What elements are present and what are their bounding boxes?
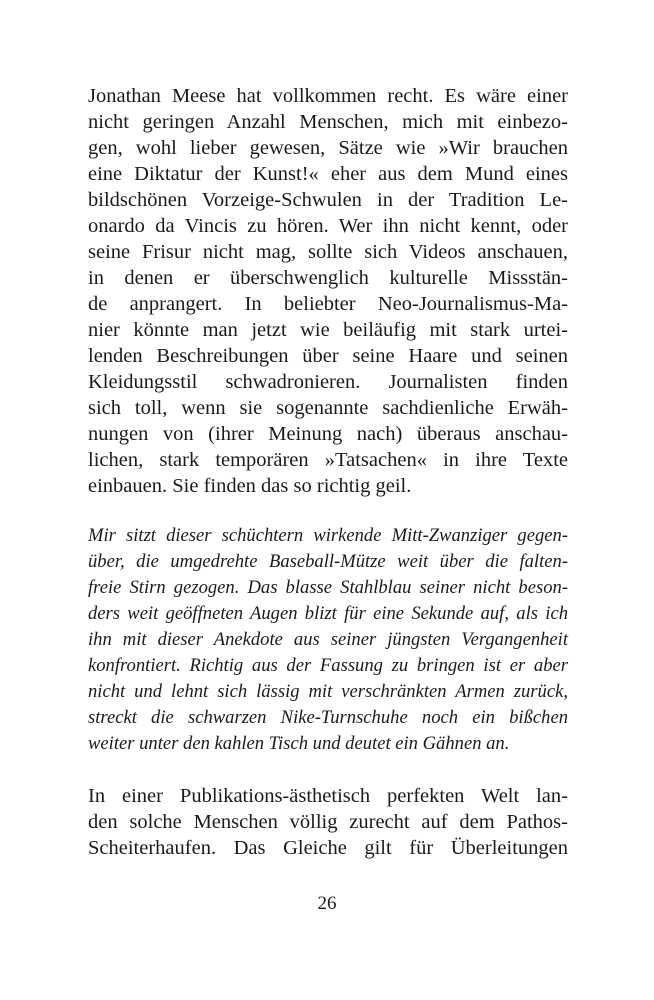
text-line: In einer Publikations-ästhetisch perfekten Welt lan- <box>88 785 568 807</box>
text-line: konfrontiert. Richtig aus der Fassung zu bringen ist er aber <box>88 655 568 676</box>
text-line: nier könnte man jetzt wie beiläufig mit stark urtei- <box>88 319 568 341</box>
text-line: Scheiterhaufen. Das Gleiche gilt für Überleitungen <box>88 837 568 859</box>
text-line: weiter unter den kahlen Tisch und deutet ein Gähnen an. <box>88 733 510 754</box>
text-line: den solche Menschen völlig zurecht auf dem Pathos- <box>88 811 568 833</box>
text-line: Kleidungsstil schwadronieren. Journalisten finden <box>88 371 568 393</box>
text-line: eine Diktatur der Kunst!« eher aus dem Mund eines <box>88 163 568 185</box>
text-line: einbauen. Sie finden das so richtig geil. <box>88 475 412 497</box>
text-line: gen, wohl lieber gewesen, Sätze wie »Wir brauchen <box>88 137 568 159</box>
paragraph-1 <box>88 83 568 499</box>
text-line: Jonathan Meese hat vollkommen recht. Es wäre einer <box>88 85 568 107</box>
page-number: 26 <box>317 893 337 914</box>
text-line: ders weit geöffneten Augen blizt für eine Sekunde auf, als ich <box>88 603 568 624</box>
text-line: nicht geringen Anzahl Menschen, mich mit einbezo- <box>88 111 568 133</box>
text-line: nungen von (ihrer Meinung nach) überaus anschau- <box>88 423 568 445</box>
text-line: nicht und lehnt sich lässig mit verschränkten Armen zurück, <box>88 681 568 702</box>
text-line: Mir sitzt dieser schüchtern wirkende Mitt-Zwanziger gegen- <box>88 525 568 546</box>
text-line: in denen er überschwenglich kulturelle Missstän- <box>88 267 568 289</box>
text-line: seine Frisur nicht mag, sollte sich Videos anschauen, <box>88 241 568 263</box>
text-line: ihn mit dieser Anekdote aus seiner jüngsten Vergangenheit <box>88 629 568 650</box>
paragraph-3 <box>88 783 568 861</box>
text-line: lichen, stark temporären »Tatsachen« in ihre Texte <box>88 449 568 471</box>
text-line: bildschönen Vorzeige-Schwulen in der Tradition Le- <box>88 189 568 211</box>
text-line: streckt die schwarzen Nike-Turnschuhe noch ein bißchen <box>88 707 568 728</box>
text-line: onardo da Vincis zu hören. Wer ihn nicht kennt, oder <box>88 215 568 237</box>
text-line: sich toll, wenn sie sogenannte sachdienliche Erwäh- <box>88 397 568 419</box>
text-line: freie Stirn gezogen. Das blasse Stahlblau seiner nicht beson- <box>88 577 568 598</box>
text-line: über, die umgedrehte Baseball-Mütze weit über die falten- <box>88 551 568 572</box>
text-line: lenden Beschreibungen über seine Haare und seinen <box>88 345 568 367</box>
paragraph-2-italic <box>88 523 568 757</box>
text-line: de anprangert. In beliebter Neo-Journalismus-Ma- <box>88 293 568 315</box>
